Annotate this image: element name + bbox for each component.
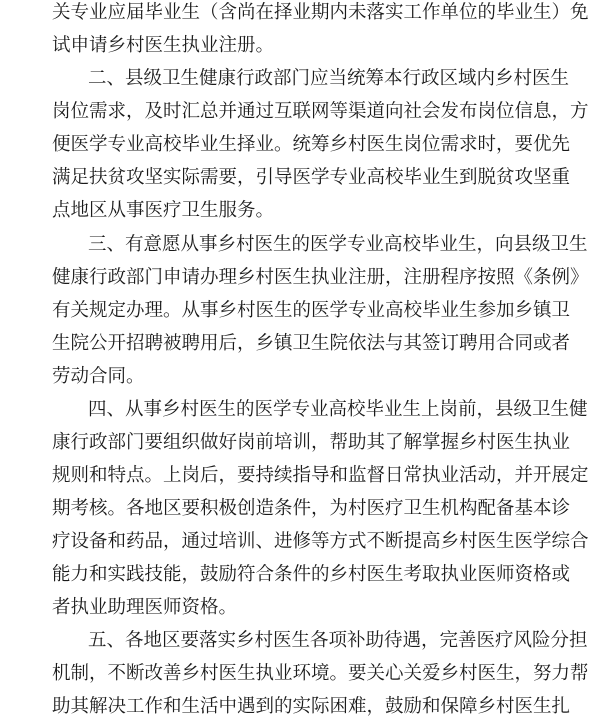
paragraph-2-line-3: 便医学专业高校毕业生择业。统筹乡村医生岗位需求时，要优先	[52, 134, 571, 155]
paragraph-3-line-1: 三、有意愿从事乡村医生的医学专业高校毕业生，向县级卫生	[88, 234, 588, 255]
paragraph-2-line-2: 岗位需求，及时汇总并通过互联网等渠道向社会发布岗位信息，方	[52, 101, 589, 122]
text-line-1: 关专业应届毕业生（含尚在择业期内未落实工作单位的毕业生）免	[52, 2, 589, 23]
paragraph-2-line-4: 满足扶贫攻坚实际需要，引导医学专业高校毕业生到脱贫攻坚重	[52, 167, 571, 188]
paragraph-4-line-6: 能力和实践技能，鼓励符合条件的乡村医生考取执业医师资格或	[52, 564, 571, 585]
paragraph-2-line-1: 二、县级卫生健康行政部门应当统筹本行政区域内乡村医生	[88, 68, 570, 89]
paragraph-4-line-3: 规则和特点。上岗后，要持续指导和监督日常执业活动，并开展定	[52, 465, 589, 486]
paragraph-2-line-5: 点地区从事医疗卫生服务。	[52, 200, 275, 221]
paragraph-5-line-1: 五、各地区要落实乡村医生各项补助待遇，完善医疗风险分担	[88, 630, 588, 651]
paragraph-5-line-3: 助其解决工作和生活中遇到的实际困难，鼓励和保障乡村医生扎	[52, 696, 571, 717]
paragraph-4-line-2: 康行政部门要组织做好岗前培训，帮助其了解掌握乡村医生执业	[52, 432, 571, 453]
paragraph-3-line-3: 有关规定办理。从事乡村医生的医学专业高校毕业生参加乡镇卫	[52, 300, 571, 321]
paragraph-3-line-4: 生院公开招聘被聘用后，乡镇卫生院依法与其签订聘用合同或者	[52, 333, 571, 354]
paragraph-3-line-5: 劳动合同。	[52, 366, 145, 387]
paragraph-4-line-4: 期考核。各地区要积极创造条件，为村医疗卫生机构配备基本诊	[52, 498, 571, 519]
paragraph-5-line-2: 机制，不断改善乡村医生执业环境。要关心关爱乡村医生，努力帮	[52, 663, 589, 684]
paragraph-3-line-2: 健康行政部门申请办理乡村医生执业注册，注册程序按照《条例》	[52, 267, 589, 288]
paragraph-4-line-7: 者执业助理医师资格。	[52, 597, 238, 618]
text-line-2: 试申请乡村医生执业注册。	[52, 35, 275, 56]
paragraph-4-line-1: 四、从事乡村医生的医学专业高校毕业生上岗前，县级卫生健	[88, 399, 588, 420]
paragraph-4-line-5: 疗设备和药品，通过培训、进修等方式不断提高乡村医生医学综合	[52, 531, 589, 552]
